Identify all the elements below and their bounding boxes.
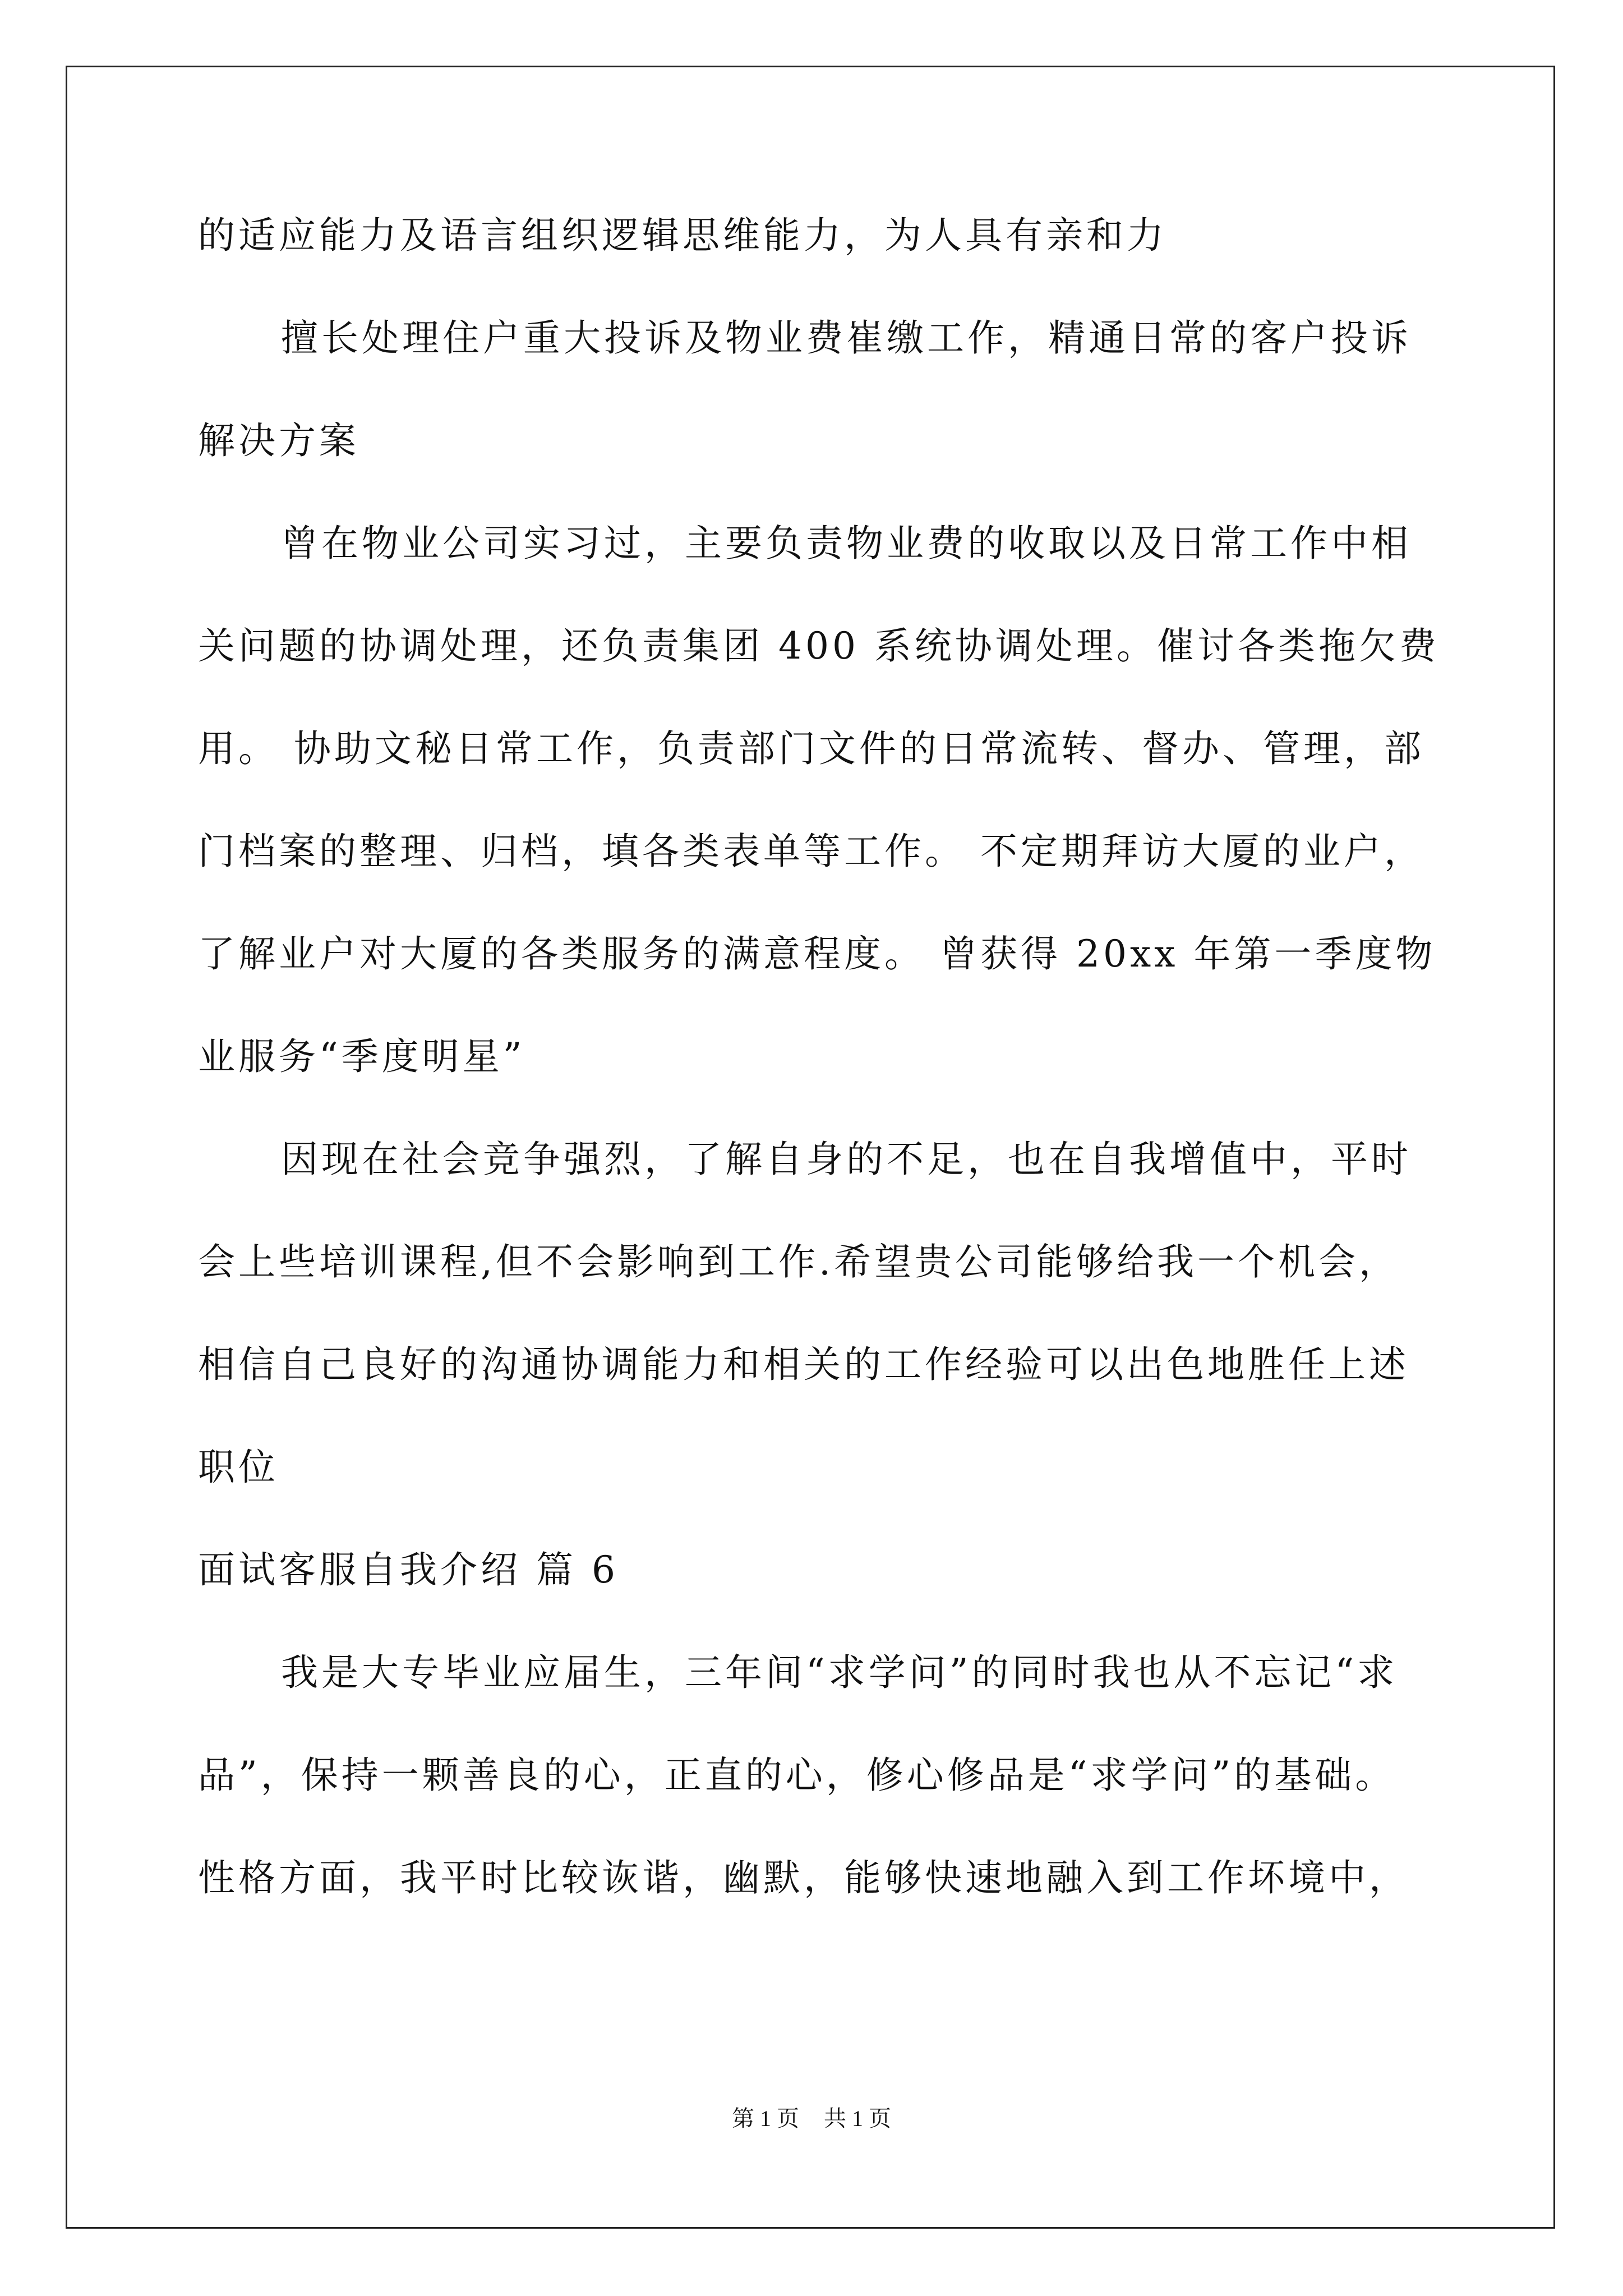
text-line: 用。 协助文秘日常工作，负责部门文件的日常流转、督办、管理，部: [198, 727, 1424, 770]
text-line: 性格方面，我平时比较诙谐，幽默，能够快速地融入到工作坏境中，: [198, 1856, 1409, 1899]
text-line: 门档案的整理、归档，填各类表单等工作。 不定期拜访大厦的业户，: [198, 830, 1424, 873]
page-number-current: 第 1 页: [732, 2106, 799, 2131]
text-line: 相信自己良好的沟通协调能力和相关的工作经验可以出色地胜任上述: [198, 1343, 1409, 1386]
paragraph-start-line: 我是大专毕业应届生，三年间“求学问”的同时我也从不忘记“求: [281, 1651, 1398, 1694]
text-line: 品”，保持一颗善良的心，正直的心，修心修品是“求学问”的基础。: [198, 1754, 1396, 1797]
text-line: 会上些培训课程,但不会影响到工作.希望贵公司能够给我一个机会，: [198, 1240, 1399, 1283]
page-footer: [0, 2105, 1623, 2133]
text-line: 职位: [198, 1446, 279, 1489]
paragraph-start-line: 曾在物业公司实习过，主要负责物业费的收取以及日常工作中相: [281, 522, 1412, 565]
section-heading: 面试客服自我介绍 篇 6: [198, 1548, 619, 1591]
page-number-total: 共 1 页: [824, 2106, 891, 2131]
text-line: 的适应能力及语言组织逻辑思维能力，为人具有亲和力: [198, 214, 1167, 257]
paragraph-start-line: 擅长处理住户重大投诉及物业费崔缴工作，精通日常的客户投诉: [281, 316, 1412, 360]
text-line: 解决方案: [198, 419, 359, 462]
text-line: 业服务“季度明星”: [198, 1035, 525, 1078]
paragraph-start-line: 因现在社会竞争强烈，了解自身的不足，也在自我增值中，平时: [281, 1138, 1412, 1181]
text-line: 关问题的协调处理，还负责集团 400 系统协调处理。催讨各类拖欠费: [198, 624, 1440, 668]
text-line: 了解业户对大厦的各类服务的满意程度。 曾获得 20xx 年第一季度物: [198, 932, 1436, 976]
